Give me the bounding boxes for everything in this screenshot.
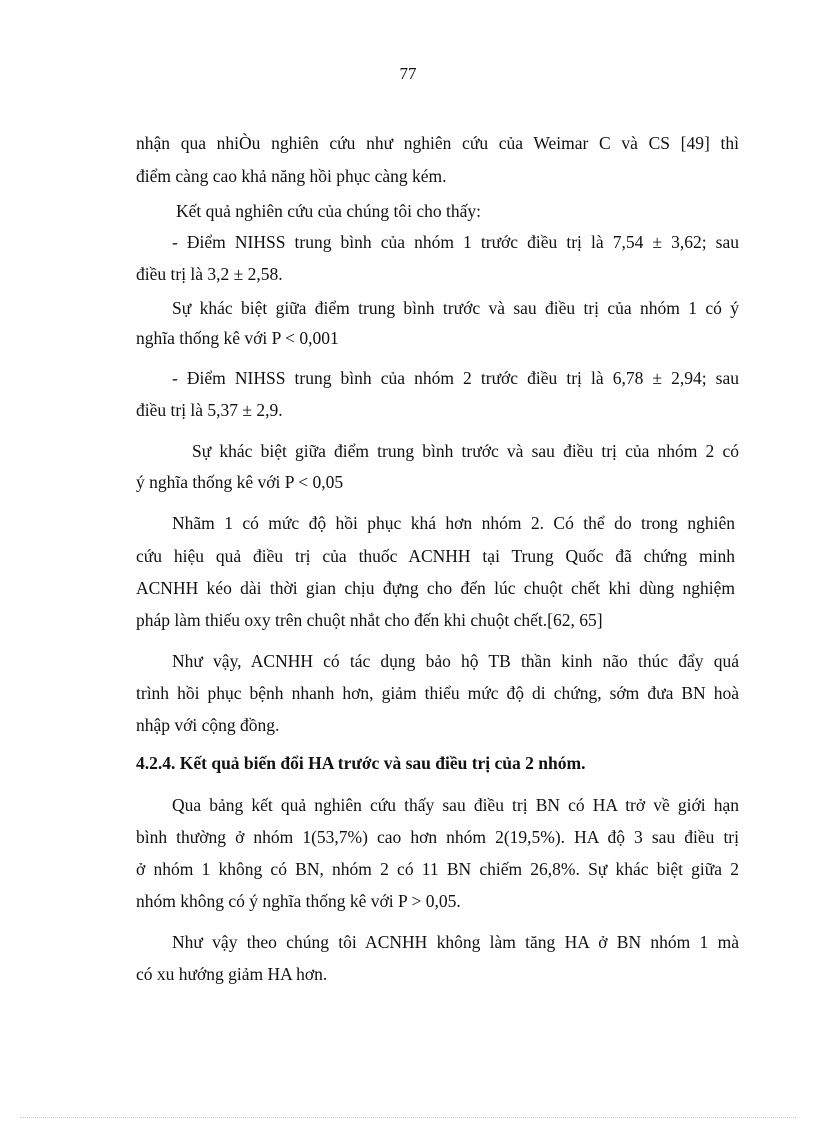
text-line: nhóm không có ý nghĩa thống kê với P > 0,05. — [136, 891, 461, 911]
text-line: - Điểm NIHSS trung bình của nhóm 2 trước điều trị là 6,78 ± 2,94; sau — [172, 368, 739, 388]
text-line: cứu hiệu quả điều trị của thuốc ACNHH tại Trung Quốc đã chứng minh — [136, 546, 735, 566]
text-line: điều trị là 3,2 ± 2,58. — [136, 264, 283, 284]
text-line: nhập với cộng đồng. — [136, 715, 280, 735]
text-line: ý nghĩa thống kê với P < 0,05 — [136, 472, 344, 492]
text-line: Sự khác biệt giữa điểm trung bình trước và sau điều trị của nhóm 1 có ý — [172, 298, 739, 318]
text-line: nghĩa thống kê với P < 0,001 — [136, 328, 339, 348]
text-line: có xu hướng giảm HA hơn. — [136, 964, 328, 984]
text-line: điểm càng cao khả năng hồi phục càng kém. — [136, 166, 447, 186]
text-line: bình thường ở nhóm 1(53,7%) cao hơn nhóm 2(19,5%). HA độ 3 sau điều trị — [136, 827, 739, 847]
text-line: ACNHH kéo dài thời gian chịu đựng cho đến lúc chuột chết khi dùng nghiệm — [136, 578, 735, 598]
text-line: Nhãm 1 có mức độ hồi phục khá hơn nhóm 2. Có thể do trong nghiên — [172, 513, 735, 533]
page-number: 77 — [399, 64, 417, 83]
text-line: ở nhóm 1 không có BN, nhóm 2 có 11 BN chiếm 26,8%. Sự khác biệt giữa 2 — [136, 859, 739, 879]
text-line: Qua bảng kết quả nghiên cứu thấy sau điều trị BN có HA trở về giới hạn — [172, 795, 739, 815]
text-line: điều trị là 5,37 ± 2,9. — [136, 400, 283, 420]
text-line: Như vậy theo chúng tôi ACNHH không làm tăng HA ở BN nhóm 1 mà — [172, 932, 739, 952]
text-line: pháp làm thiếu oxy trên chuột nhắt cho đến khi chuột chết.[62, 65] — [136, 610, 603, 630]
text-line: trình hồi phục bệnh nhanh hơn, giảm thiểu mức độ di chứng, sớm đưa BN hoà — [136, 683, 739, 703]
footer-rule — [20, 1117, 796, 1118]
text-line: - Điểm NIHSS trung bình của nhóm 1 trước điều trị là 7,54 ± 3,62; sau — [172, 232, 739, 252]
text-line: Kết quả nghiên cứu của chúng tôi cho thấy: — [176, 201, 481, 221]
text-line: Như vậy, ACNHH có tác dụng bảo hộ TB thần kinh não thúc đẩy quá — [172, 651, 739, 671]
section-heading: 4.2.4. Kết quả biến đổi HA trước và sau điều trị của 2 nhóm. — [136, 753, 586, 773]
text-line: nhận qua nhiÒu nghiên cứu như nghiên cứu của Weimar C và CS [49] thì — [136, 133, 739, 153]
text-line: Sự khác biệt giữa điểm trung bình trước và sau điều trị của nhóm 2 có — [192, 441, 739, 461]
